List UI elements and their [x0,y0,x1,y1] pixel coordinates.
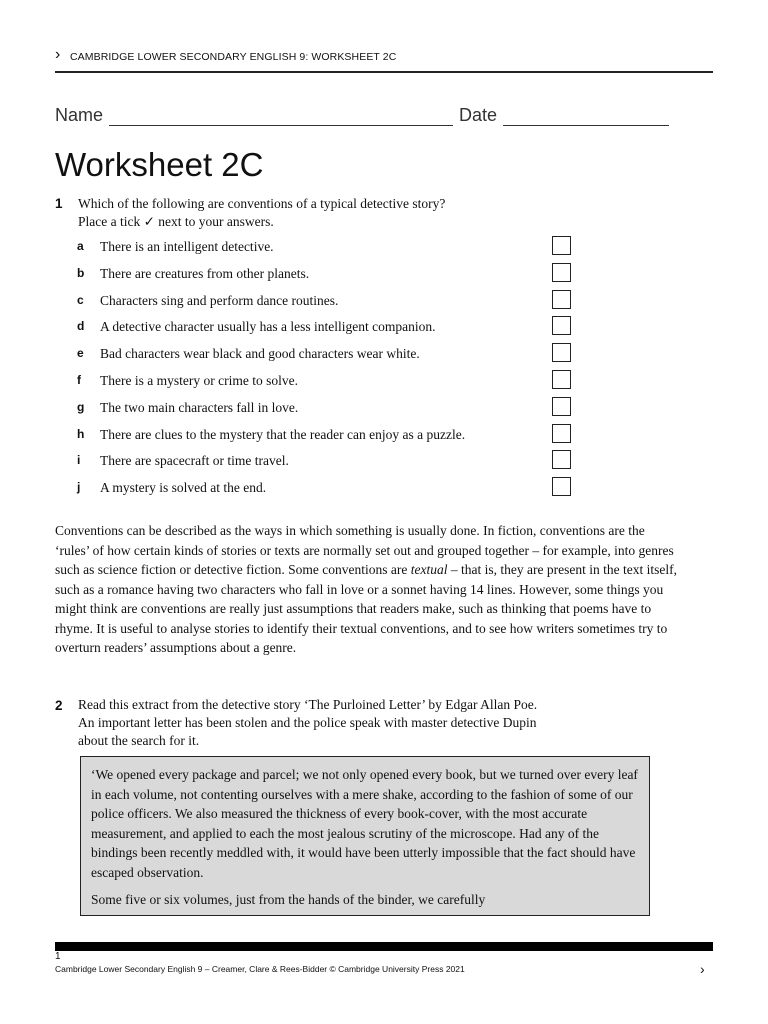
worksheet-title: Worksheet 2C [55,146,264,183]
item-text: A mystery is solved at the end. [100,480,267,495]
question-1-number: 1 [55,196,63,211]
paragraph-text-1: Conventions can be described as the ways in which something is usually done. In fiction, conventions are the ‘rules’ of how certain kinds of stories or texts are normally set out and grouped together – for example, into genres such as science fiction or detective fiction. Some conventions are [55,523,674,577]
question-1-prompt-line2: Place a tick ✓ next to your answers. [78,214,274,229]
question-1-item-b [77,266,577,286]
question-1-item-a [77,239,577,259]
item-text: The two main characters fall in love. [100,400,299,415]
question-1-prompt [78,195,445,231]
name-label: Name [55,105,104,125]
item-text: Characters sing and perform dance routines. [100,293,339,308]
question-1-item-d [77,319,577,339]
tick-box-j[interactable] [552,477,571,496]
footer-chevron-icon: › [700,961,705,977]
question-1-item-i [77,453,577,473]
header-divider [55,71,713,73]
extract-paragraph-1: ‘We opened every package and parcel; we not only opened every book, but we turned over every leaf in each volume, not contenting ourselves with a mere shake, according to the fashion of some of our police officers. We also measured the thickness of every book-cover, with the most accurate measurement, and applied to each the most jealous scrutiny of the microscope. Had any of the bindings been recently meddled with, it would have been utterly impossible that the fact should have escaped observation. [91,767,638,880]
item-text: There are spacecraft or time travel. [100,453,289,468]
item-text: There is a mystery or crime to solve. [100,373,298,388]
question-1-item-c [77,293,577,313]
item-letter: a [77,239,84,253]
item-letter: b [77,266,85,280]
question-2-line1: Read this extract from the detective story ‘The Purloined Letter’ by Edgar Allan Poe. [78,697,538,712]
question-1-item-h [77,427,577,447]
item-letter: g [77,400,85,414]
question-1-item-f [77,373,577,393]
question-2-prompt [78,696,537,750]
tick-box-h[interactable] [552,424,571,443]
tick-box-b[interactable] [552,263,571,282]
footer-bar [55,942,713,951]
paragraph-italic: textual [410,562,448,577]
tick-box-c[interactable] [552,290,571,309]
item-letter: d [77,319,85,333]
item-text: A detective character usually has a less intelligent companion. [100,319,436,334]
extract-box [80,756,650,916]
header-chevron-icon: › [55,46,61,63]
question-2-number: 2 [55,698,63,713]
question-1-prompt-line1: Which of the following are conventions of a typical detective story? [78,196,446,211]
item-text: There are clues to the mystery that the reader can enjoy as a puzzle. [100,427,466,442]
question-2-line3: about the search for it. [78,733,200,748]
tick-box-a[interactable] [552,236,571,255]
tick-box-i[interactable] [552,450,571,469]
item-letter: i [77,453,81,467]
item-text: There are creatures from other planets. [100,266,310,281]
name-date-row [55,105,669,126]
question-2-line2: An important letter has been stolen and the police speak with master detective Dupin [78,715,537,730]
header-title: CAMBRIDGE LOWER SECONDARY ENGLISH 9: WORKSHEET 2C [70,51,397,63]
paragraph-text-2: – that is, they are present in the text itself, such as a romance having two characters who fall in love or a sonnet having 14 lines. However, some things you might think are conventions are really just assumptions that readers make, such as thinking that poems have to rhyme. It is useful to analyse stories to identify their textual conventions, and to see how writers sometimes try to overturn readers’ assumptions about a genre. [55,562,677,655]
date-field[interactable] [503,105,669,126]
item-letter: j [77,480,81,494]
conventions-paragraph [55,521,680,658]
item-letter: f [77,373,81,387]
tick-box-e[interactable] [552,343,571,362]
extract-paragraph-2: Some five or six volumes, just from the hands of the binder, we carefully [91,892,486,907]
tick-box-f[interactable] [552,370,571,389]
item-text: There is an intelligent detective. [100,239,274,254]
date-label: Date [459,105,498,125]
item-letter: e [77,346,84,360]
item-text: Bad characters wear black and good characters wear white. [100,346,420,361]
name-field[interactable] [109,105,453,126]
item-letter: h [77,427,85,441]
item-letter: c [77,293,84,307]
footer-credit: Cambridge Lower Secondary English 9 – Creamer, Clare & Rees-Bidder © Cambridge University Press 2021 [55,964,465,974]
question-1-item-g [77,400,577,420]
page-number: 1 [55,951,61,962]
question-1-item-j [77,480,577,500]
tick-box-g[interactable] [552,397,571,416]
question-1-item-e [77,346,577,366]
tick-box-d[interactable] [552,316,571,335]
